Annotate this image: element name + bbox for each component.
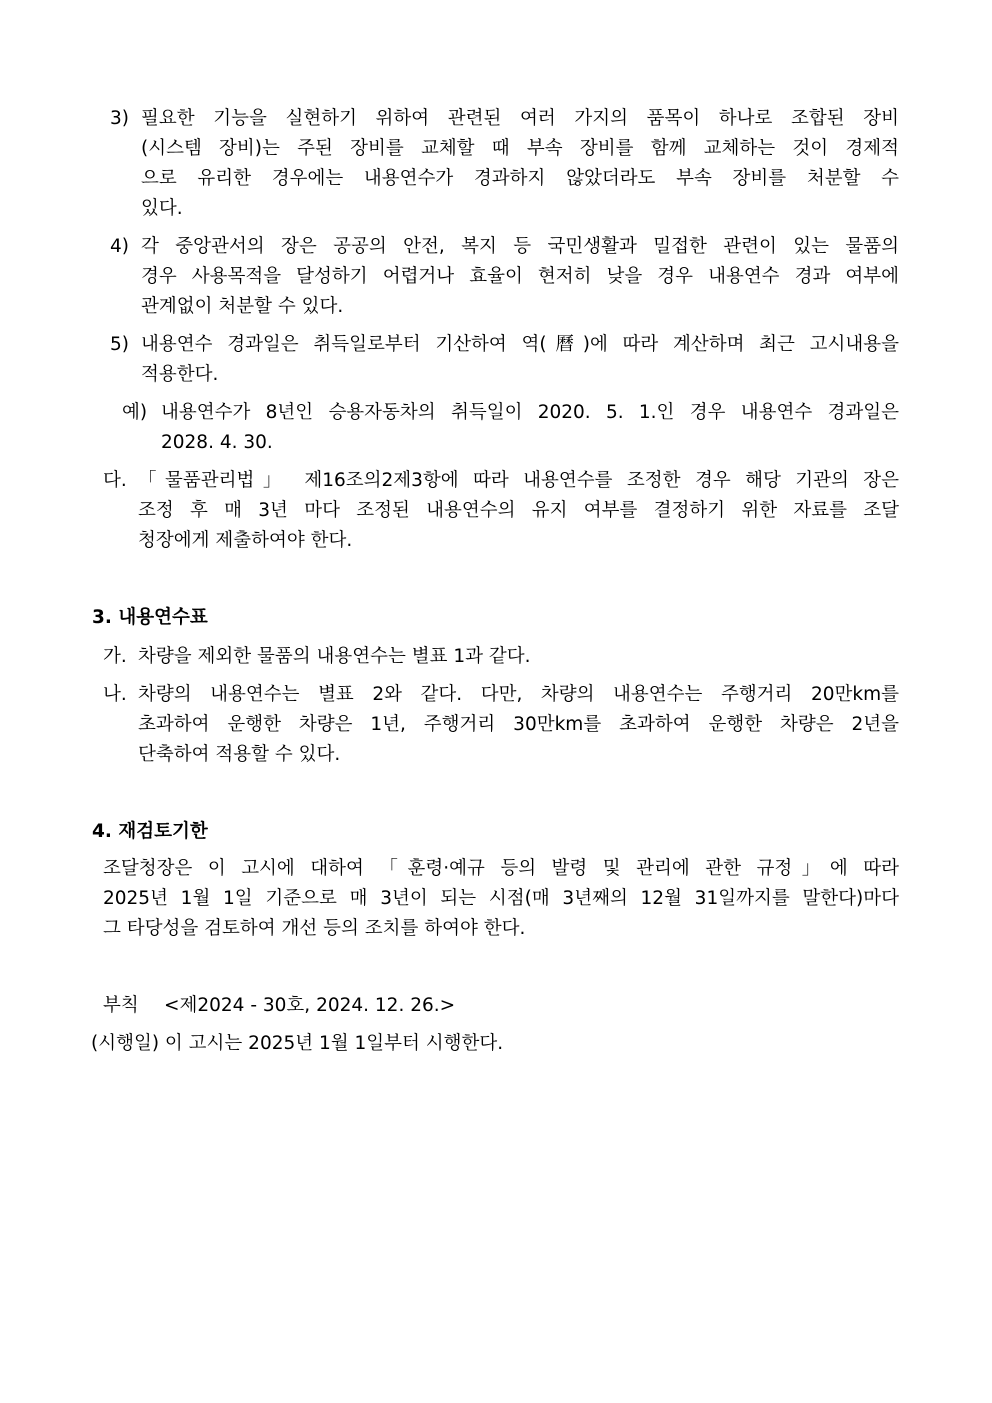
item-4-marker: 4) [110,236,129,257]
section-3-na-marker: 나. [103,684,127,705]
section-3-heading: 3. 내용연수표 [92,607,208,628]
item-da-marker: 다. [103,470,127,491]
section-4-line-1: 조달청장은 이 고시에 대하여 「훈령·예규 등의 발령 및 관리에 관한 규정」에 따라 [103,858,899,879]
section-3-na-line-1: 차량의 내용연수는 별표 2와 같다. 다만, 차량의 내용연수는 주행거리 20만km를 [138,684,899,705]
section-4-line-2: 2025년 1월 1일 기준으로 매 3년이 되는 시점(매 3년째의 12월 31일까지를 말한다)마다 [103,888,899,909]
item-da-line-3: 청장에게 제출하여야 한다. [138,530,353,551]
section-3-na-line-3: 단축하여 적용할 수 있다. [138,744,341,765]
item-3-line-3: 으로 유리한 경우에는 내용연수가 경과하지 않았더라도 부속 장비를 처분할 수 [141,168,899,189]
item-3-line-4: 있다. [141,198,183,219]
item-4-line-1: 각 중앙관서의 장은 공공의 안전, 복지 등 국민생활과 밀접한 관련이 있는 물품의 [141,236,899,257]
example-line-2: 2028. 4. 30. [161,432,273,453]
item-5-marker: 5) [110,334,129,355]
example-line-1: 내용연수가 8년인 승용자동차의 취득일이 2020. 5. 1.인 경우 내용연수 경과일은 [161,402,899,423]
item-3-line-2: (시스템 장비)는 주된 장비를 교체할 때 부속 장비를 함께 교체하는 것이 경제적 [141,138,899,159]
addendum-number: <제2024 - 30호, 2024. 12. 26.> [164,995,456,1016]
item-3-line-1: 필요한 기능을 실현하기 위하여 관련된 여러 가지의 품목이 하나로 조합된 장비 [141,108,899,129]
section-3-ga-marker: 가. [103,646,127,667]
item-4-line-3: 관계없이 처분할 수 있다. [141,296,344,317]
item-4-line-2: 경우 사용목적을 달성하기 어렵거나 효율이 현저히 낮을 경우 내용연수 경과 여부에 [141,266,899,287]
addendum-title: 부칙 [103,995,139,1016]
item-3-marker: 3) [110,108,129,129]
item-da-line-2: 조정 후 매 3년 마다 조정된 내용연수의 유지 여부를 결정하기 위한 자료를 조달 [138,500,899,521]
item-5-line-1: 내용연수 경과일은 취득일로부터 기산하여 역(曆)에 따라 계산하며 최근 고시내용을 [141,334,899,355]
section-3-ga-line-1: 차량을 제외한 물품의 내용연수는 별표 1과 같다. [138,646,531,667]
item-5-line-2: 적용한다. [141,364,219,385]
section-4-heading: 4. 재검토기한 [92,821,208,842]
item-da-line-1: 「물품관리법」 제16조의2제3항에 따라 내용연수를 조정한 경우 해당 기관의 장은 [138,470,899,491]
section-3-na-line-2: 초과하여 운행한 차량은 1년, 주행거리 30만km를 초과하여 운행한 차량은 2년을 [138,714,899,735]
section-4-line-3: 그 타당성을 검토하여 개선 등의 조치를 하여야 한다. [103,918,526,939]
addendum-effective-date: (시행일) 이 고시는 2025년 1월 1일부터 시행한다. [91,1033,504,1054]
example-marker: 예) [122,402,148,423]
